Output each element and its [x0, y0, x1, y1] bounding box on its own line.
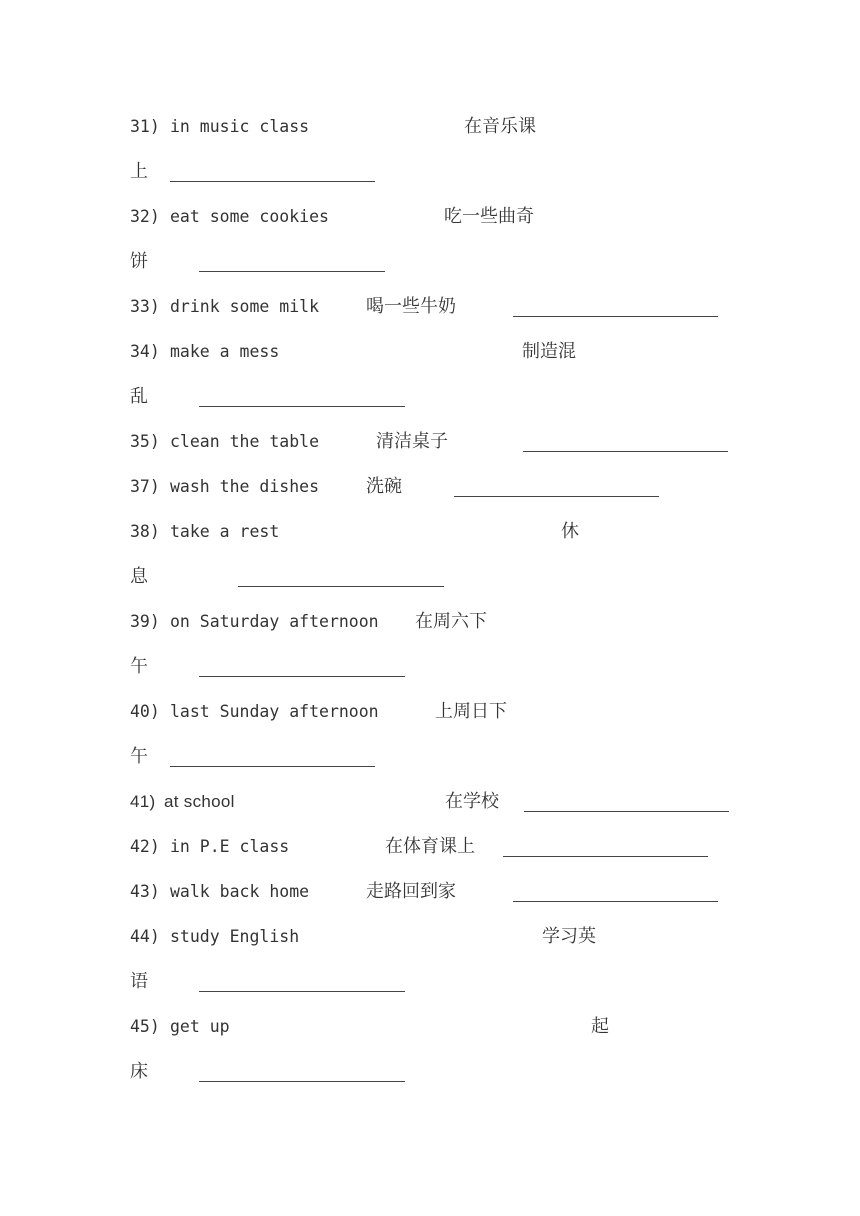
chinese-translation-cont: 床	[130, 1061, 148, 1082]
item-number: 44)	[130, 927, 160, 946]
item-44	[0, 925, 860, 949]
english-phrase: in P.E class	[170, 837, 290, 856]
item-number: 34)	[130, 342, 160, 361]
chinese-translation-cont: 饼	[130, 251, 148, 272]
item-41	[0, 790, 860, 814]
english-phrase: clean the table	[170, 432, 320, 451]
answer-blank[interactable]	[199, 271, 385, 272]
english-phrase: in music class	[170, 117, 310, 136]
english-phrase: at school	[164, 792, 235, 811]
item-35	[0, 430, 860, 454]
answer-blank[interactable]	[238, 586, 444, 587]
item-31-cont	[0, 160, 860, 184]
item-39-cont	[0, 655, 860, 679]
item-number: 32)	[130, 207, 160, 226]
answer-blank[interactable]	[199, 991, 405, 992]
chinese-translation: 吃一些曲奇	[444, 206, 534, 227]
answer-blank[interactable]	[524, 811, 729, 812]
item-43	[0, 880, 860, 904]
chinese-translation-cont: 乱	[130, 386, 148, 407]
chinese-translation-cont: 午	[130, 746, 148, 767]
item-number: 39)	[130, 612, 160, 631]
chinese-translation: 在周六下	[415, 611, 487, 632]
item-37	[0, 475, 860, 499]
item-number: 37)	[130, 477, 160, 496]
chinese-translation: 起	[591, 1016, 609, 1037]
english-phrase: eat some cookies	[170, 207, 329, 226]
answer-blank[interactable]	[199, 406, 405, 407]
chinese-translation: 上周日下	[435, 701, 507, 722]
item-38-cont	[0, 565, 860, 589]
chinese-translation: 休	[561, 521, 579, 542]
item-44-cont	[0, 970, 860, 994]
chinese-translation: 学习英	[542, 926, 596, 947]
item-number: 35)	[130, 432, 160, 451]
answer-blank[interactable]	[503, 856, 708, 857]
chinese-translation-cont: 午	[130, 656, 148, 677]
item-number: 41)	[130, 792, 156, 811]
chinese-translation-cont: 上	[130, 161, 148, 182]
answer-blank[interactable]	[523, 451, 728, 452]
item-number: 42)	[130, 837, 160, 856]
answer-blank[interactable]	[170, 181, 375, 182]
item-45-cont	[0, 1060, 860, 1084]
english-phrase: get up	[170, 1017, 230, 1036]
item-39	[0, 610, 860, 634]
item-number: 38)	[130, 522, 160, 541]
item-number: 33)	[130, 297, 160, 316]
answer-blank[interactable]	[170, 766, 375, 767]
item-32	[0, 205, 860, 229]
english-phrase: wash the dishes	[170, 477, 320, 496]
item-38	[0, 520, 860, 544]
item-33	[0, 295, 860, 319]
english-phrase: study English	[170, 927, 300, 946]
answer-blank[interactable]	[199, 676, 405, 677]
chinese-translation: 走路回到家	[366, 881, 456, 902]
english-phrase: take a rest	[170, 522, 280, 541]
chinese-translation: 喝一些牛奶	[366, 296, 456, 317]
english-phrase: make a mess	[170, 342, 280, 361]
answer-blank[interactable]	[199, 1081, 405, 1082]
answer-blank[interactable]	[454, 496, 659, 497]
item-40	[0, 700, 860, 724]
item-number: 40)	[130, 702, 160, 721]
item-34	[0, 340, 860, 364]
item-number: 43)	[130, 882, 160, 901]
item-number: 45)	[130, 1017, 160, 1036]
answer-blank[interactable]	[513, 901, 718, 902]
item-number: 31)	[130, 117, 160, 136]
chinese-translation: 在音乐课	[464, 116, 536, 137]
item-40-cont	[0, 745, 860, 769]
chinese-translation: 清洁桌子	[376, 431, 448, 452]
chinese-translation: 在学校	[445, 791, 499, 812]
item-42	[0, 835, 860, 859]
chinese-translation: 洗碗	[366, 476, 402, 497]
english-phrase: on Saturday afternoon	[170, 612, 379, 631]
english-phrase: walk back home	[170, 882, 310, 901]
answer-blank[interactable]	[513, 316, 718, 317]
item-34-cont	[0, 385, 860, 409]
english-phrase: last Sunday afternoon	[170, 702, 379, 721]
item-45	[0, 1015, 860, 1039]
chinese-translation-cont: 语	[130, 971, 148, 992]
chinese-translation: 制造混	[522, 341, 576, 362]
chinese-translation: 在体育课上	[385, 836, 475, 857]
english-phrase: drink some milk	[170, 297, 320, 316]
item-32-cont	[0, 250, 860, 274]
chinese-translation-cont: 息	[130, 566, 148, 587]
item-31	[0, 115, 860, 139]
